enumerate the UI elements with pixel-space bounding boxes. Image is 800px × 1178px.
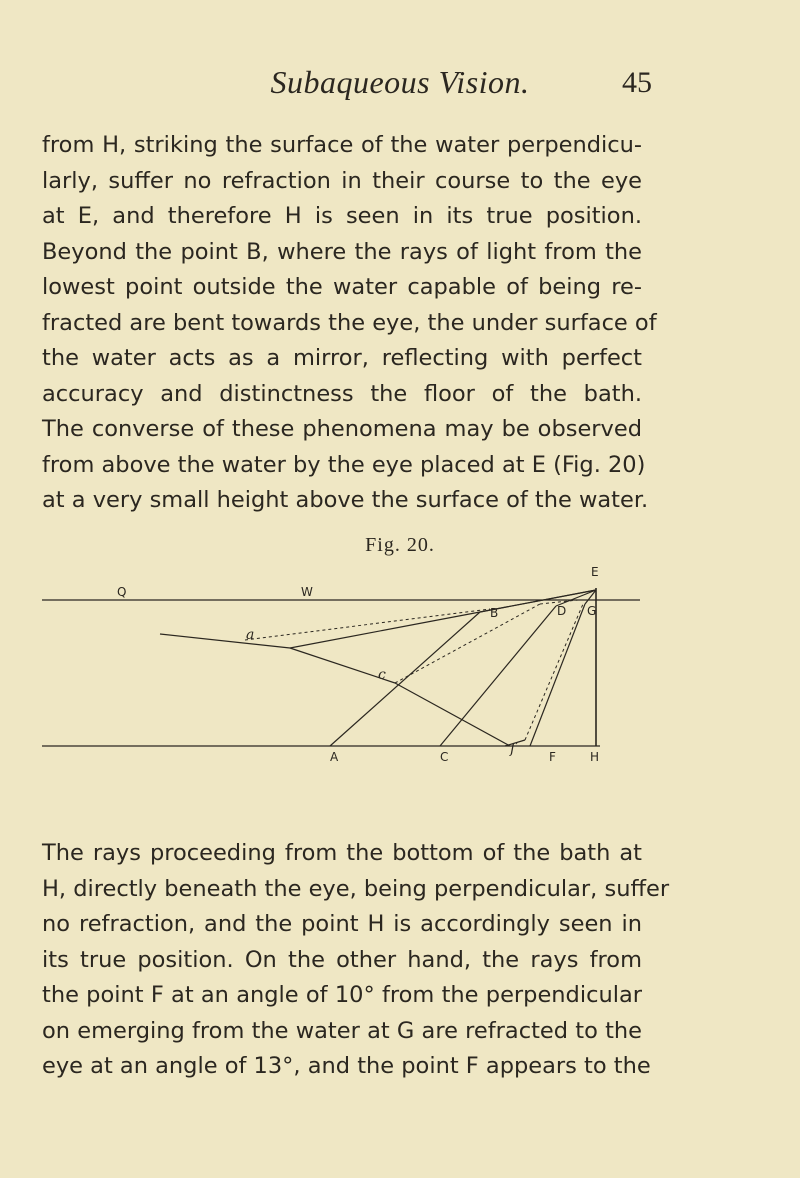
- text-line: The converse of these phenomena may be observed: [42, 416, 642, 442]
- page-header: [0, 64, 800, 104]
- label-w: W: [301, 585, 313, 599]
- label-f-small: f: [510, 741, 516, 757]
- label-b: B: [490, 606, 499, 620]
- label-a-small: a: [246, 627, 255, 643]
- text-line: its true position. On the other hand, the rays from: [42, 946, 642, 973]
- label-a: A: [330, 750, 339, 764]
- text-line: from H, striking the surface of the water perpendicu-: [42, 132, 642, 158]
- text-line: no refraction, and the point H is accordingly seen in: [42, 911, 642, 937]
- text-line: larly, suffer no refraction in their course to the eye: [42, 167, 642, 194]
- text-line: at a very small height above the surface of the water.: [42, 487, 649, 513]
- label-h: H: [590, 750, 600, 764]
- ray-line: [160, 634, 290, 648]
- text-line: from above the water by the eye placed at E (Fig. 20): [42, 451, 646, 478]
- text-line: accuracy and distinctness the floor of the bath.: [42, 380, 642, 407]
- figure-20: [0, 560, 800, 770]
- label-c-small: c: [378, 667, 386, 683]
- label-g: G: [587, 604, 597, 618]
- text-line: The rays proceeding from the bottom of the bath at: [42, 840, 642, 866]
- ray-line: [290, 612, 480, 648]
- dashed-ray-line: [525, 604, 583, 740]
- text-line: on emerging from the water at G are refracted to the: [42, 1017, 642, 1044]
- text-line: at E, and therefore H is seen in its true position.: [42, 203, 642, 229]
- text-line: H, directly beneath the eye, being perpendicular, suffer: [42, 875, 670, 902]
- running-head: Subaqueous Vision.: [270, 64, 530, 100]
- dashed-ray-line: [395, 604, 540, 683]
- label-e: E: [591, 565, 599, 579]
- figure-caption: Fig. 20.: [365, 534, 435, 556]
- ray-line: [395, 683, 510, 746]
- ray-line: [330, 612, 480, 746]
- label-f: F: [549, 750, 556, 764]
- label-d: D: [557, 604, 567, 618]
- text-line: Beyond the point B, where the rays of light from the: [42, 238, 642, 265]
- label-q: Q: [117, 585, 127, 599]
- page-number: 45: [622, 66, 652, 99]
- text-line: eye at an angle of 13°, and the point F appears to the: [42, 1053, 651, 1079]
- paragraph-2: [42, 836, 670, 1085]
- label-c: C: [440, 750, 449, 764]
- text-line: the point F at an angle of 10° from the perpendicular: [42, 982, 642, 1008]
- ray-line: [530, 604, 585, 746]
- paragraph-1: [42, 128, 657, 519]
- refraction-diagram: [0, 560, 800, 770]
- text-line: fracted are bent towards the eye, the under surface of: [42, 309, 657, 336]
- text-line: lowest point outside the water capable of being re-: [42, 274, 642, 300]
- text-line: the water acts as a mirror, reflecting with perfect: [42, 345, 642, 371]
